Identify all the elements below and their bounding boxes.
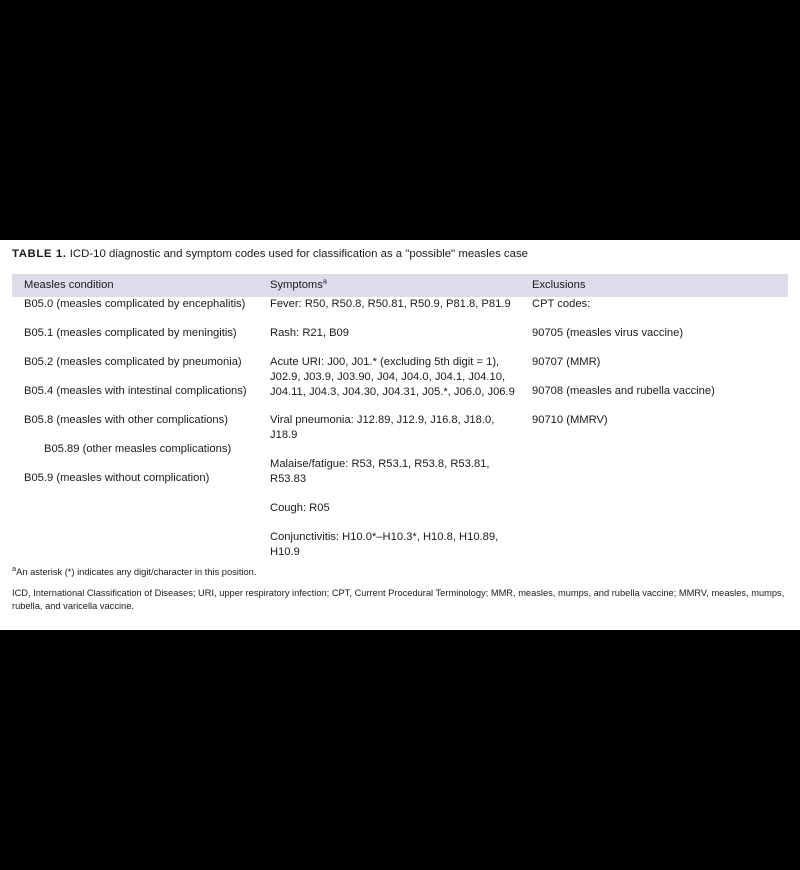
footnote-abbreviations: ICD, International Classification of Diseases; URI, upper respiratory infection; CPT, Current Procedural Terminology; MMR, measles, mumps, and rubella vaccine; MMRV, measles, mumps, rubella, and varicella vaccine. [12, 588, 785, 611]
symptom-cell: Rash: R21, B09 [270, 327, 349, 339]
footnote-marker-a: a [12, 563, 17, 573]
table-figure-panel [0, 240, 800, 630]
exclusion-cell: 90708 (measles and rubella vaccine) [532, 385, 715, 397]
exclusion-cell: 90710 (MMRV) [532, 414, 608, 426]
condition-cell: B05.0 (measles complicated by encephalitis) [24, 298, 246, 310]
exclusion-cell: 90705 (measles virus vaccine) [532, 327, 684, 339]
condition-cell: B05.2 (measles complicated by pneumonia) [24, 356, 242, 368]
column-header-symptoms [270, 276, 327, 291]
table-caption [12, 247, 788, 261]
symptom-cell: Fever: R50, R50.8, R50.81, R50.9, P81.8, P81.9 [270, 298, 511, 310]
column-header-exclusions [532, 279, 585, 291]
symptom-cell: Viral pneumonia: J12.89, J12.9, J16.8, J18.0, J18.9 [270, 414, 495, 441]
table-caption-text: ICD-10 diagnostic and symptom codes used for classification as a "possible" measles case [66, 248, 528, 260]
condition-cell-sub: B05.89 (other measles complications) [44, 443, 232, 455]
table-header-row [12, 274, 788, 297]
symptom-cell: Malaise/fatigue: R53, R53.1, R53.8, R53.81, R53.83 [270, 458, 490, 485]
condition-cell: B05.8 (measles with other complications) [24, 414, 228, 426]
condition-cell: B05.1 (measles complicated by meningitis) [24, 327, 237, 339]
condition-cell: B05.4 (measles with intestinal complications) [24, 385, 247, 397]
table-body [12, 297, 788, 559]
symptom-cell: Cough: R05 [270, 502, 330, 514]
exclusion-cell: 90707 (MMR) [532, 356, 601, 368]
column-header-label: Symptoms [270, 279, 323, 291]
table-number: TABLE 1. [12, 248, 67, 260]
column-header-label: Measles condition [24, 279, 114, 291]
condition-cell: B05.9 (measles without complication) [24, 472, 210, 484]
footnote-asterisk-text: An asterisk (*) indicates any digit/character in this position. [16, 567, 257, 577]
column-header-label: Exclusions [532, 279, 586, 291]
exclusion-cell: CPT codes: [532, 298, 591, 310]
footnote-marker-symptoms: a [322, 276, 327, 286]
column-header-measles-condition [24, 279, 114, 291]
footnote-asterisk [12, 563, 788, 578]
table-footnotes [12, 563, 788, 612]
symptom-cell: Acute URI: J00, J01.* (excluding 5th digit = 1), J02.9, J03.9, J03.90, J04, J04.0, J04.1, J04.10, J04.11, J04.3, J04.30, J04.31, J05.*, J06.0, J06.9 [270, 356, 515, 398]
symptom-cell: Conjunctivitis: H10.0*–H10.3*, H10.8, H10.89, H10.9 [270, 531, 499, 558]
